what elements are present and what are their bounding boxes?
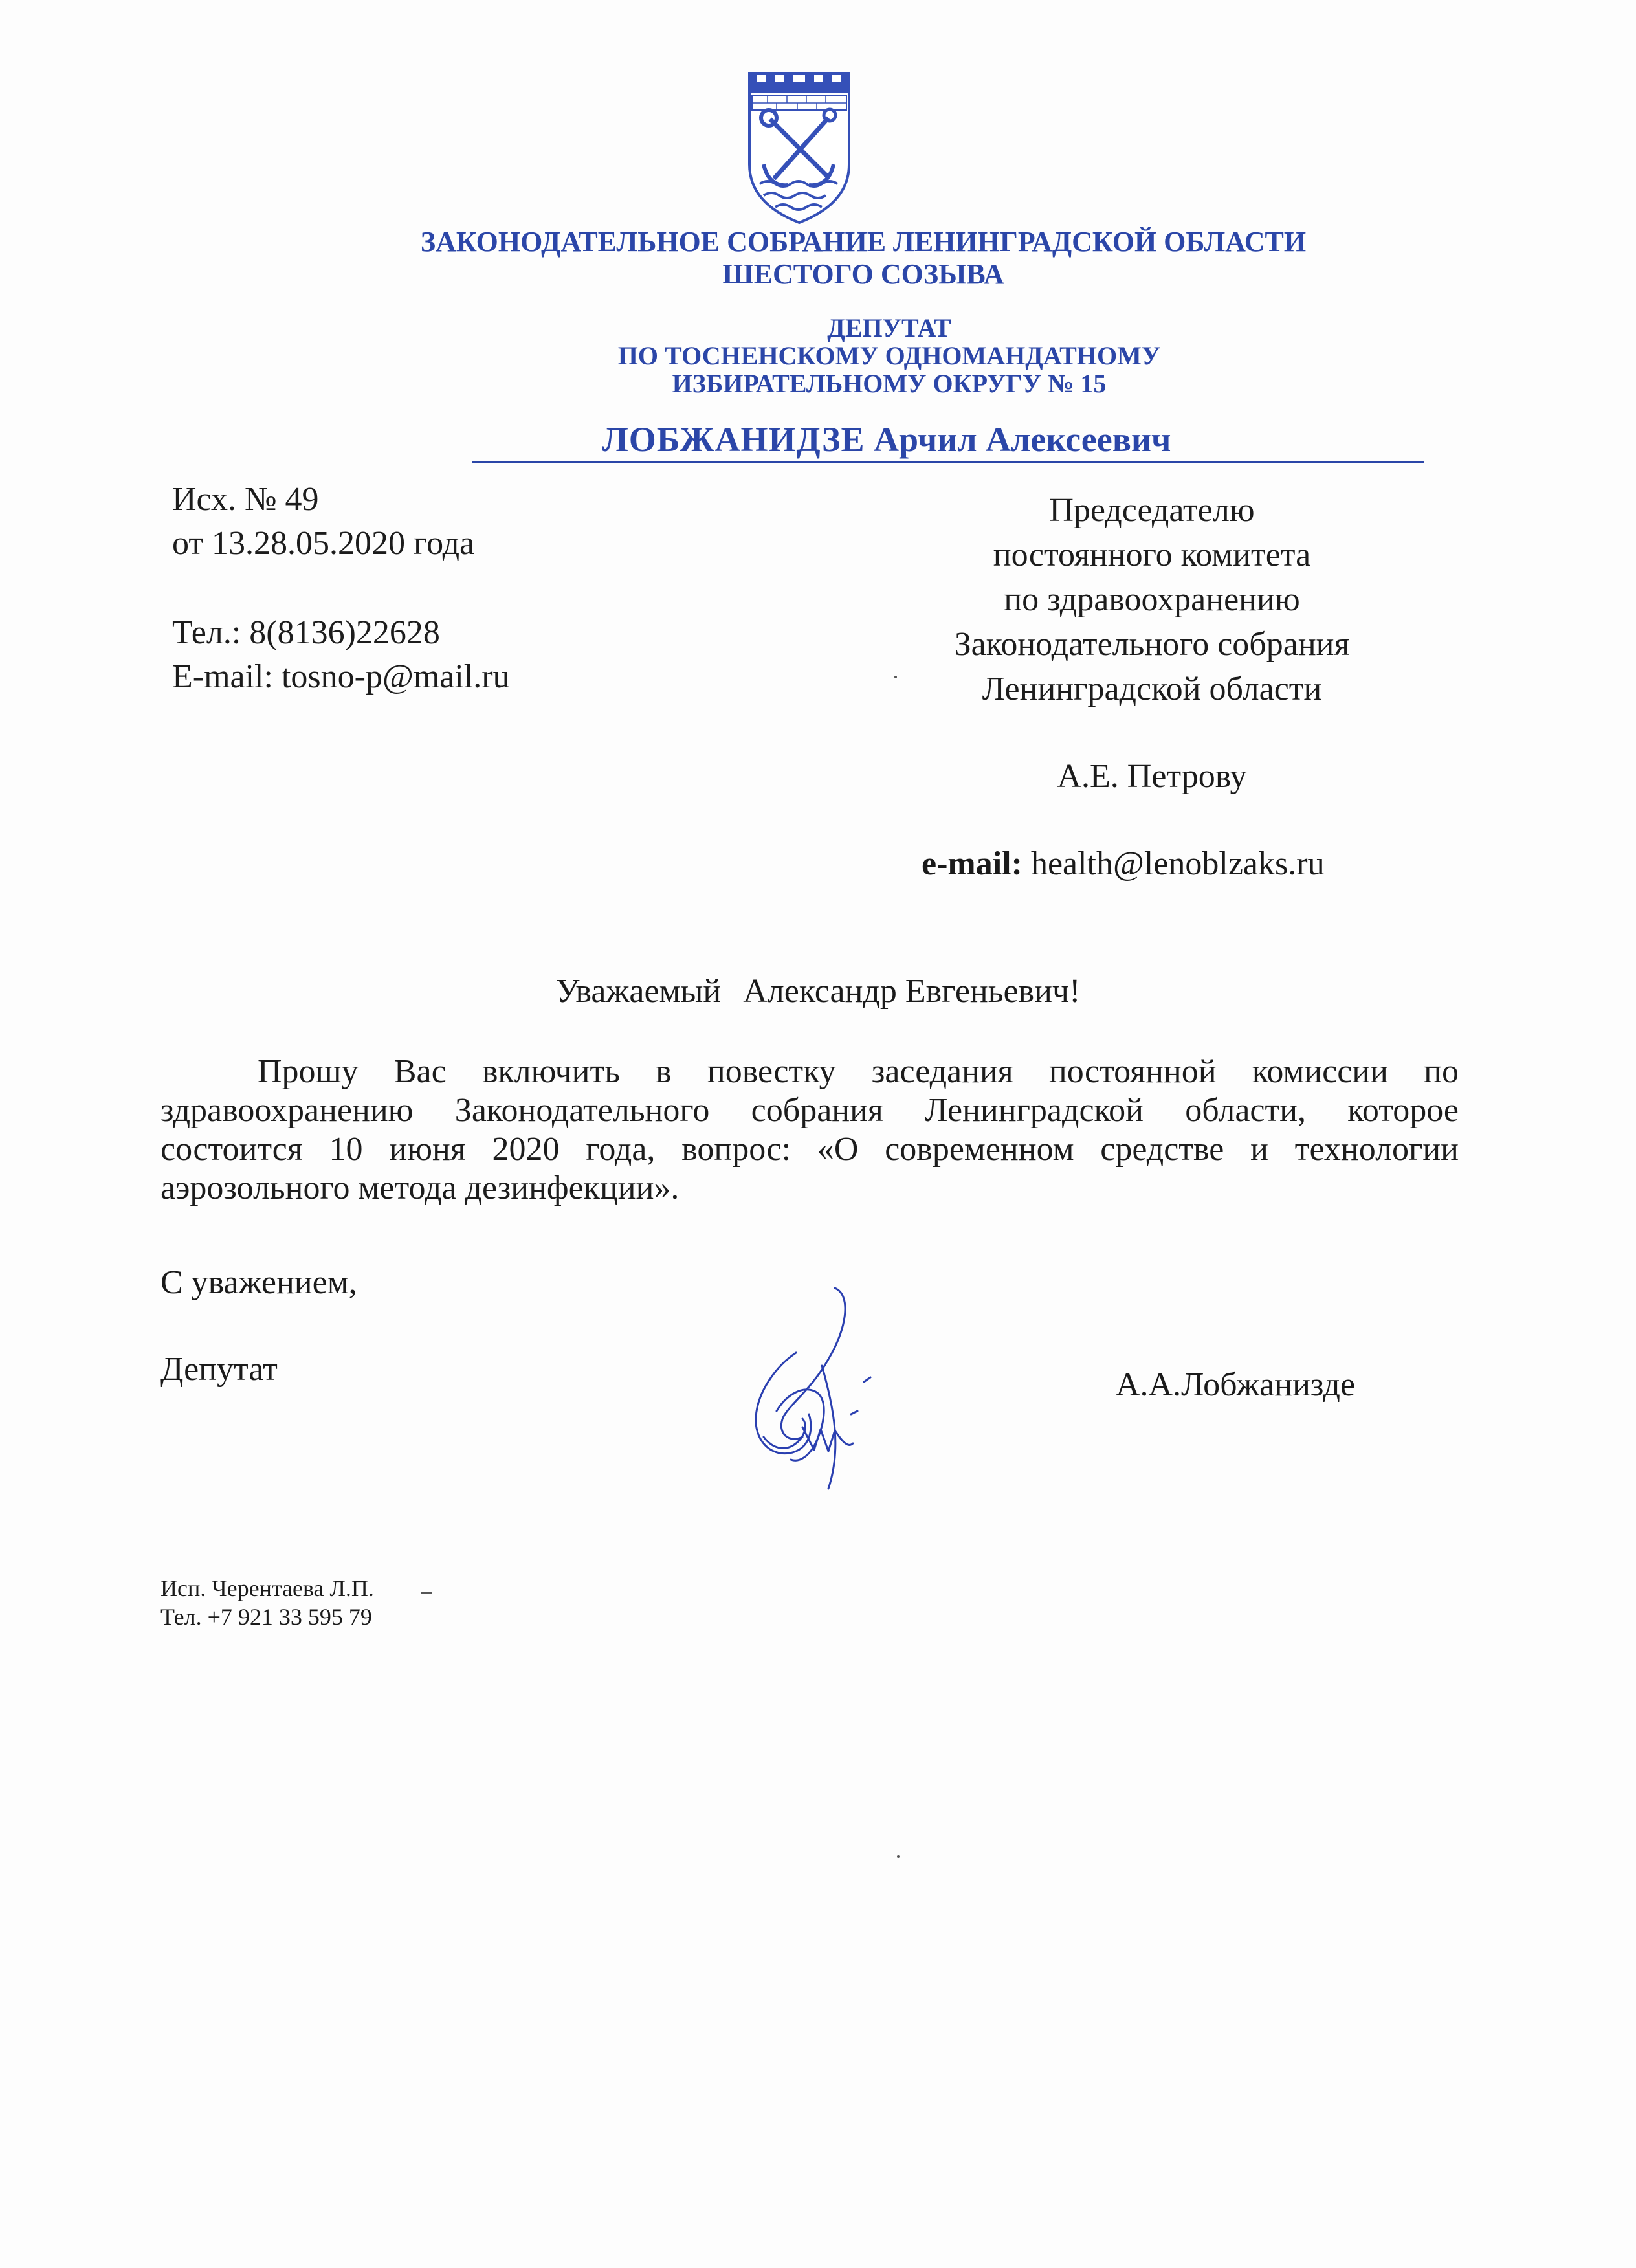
deputy-title-line2: ПО ТОСНЕНСКОМУ ОДНОМАНДАТНОМУ [617,341,1161,370]
executor-phone: Тел. +7 921 33 595 79 [160,1604,372,1630]
addressee-line: по здравоохранению [1004,581,1300,618]
deputy-surname: ЛОБЖАНИДЗЕ [602,420,865,459]
outgoing-number: Исх. № 49 [172,481,319,518]
salutation-word: Уважаемый [555,973,722,1010]
deputy-name [69,419,1636,460]
org-name-line1: ЗАКОНОДАТЕЛЬНОЕ СОБРАНИЕ ЛЕНИНГРАДСКОЙ ОБЛАСТИ [420,226,1307,258]
header-divider [472,461,1424,463]
org-name-line2: ШЕСТОГО СОЗЫВА [722,258,1004,290]
salutation-name: Александр Евгеньевич! [743,973,1081,1010]
scan-speck [421,1592,432,1594]
addressee-email-value: health@lenoblzaks.ru [1030,845,1325,882]
paragraph-line: здравоохранению Законодательного собрания Ленинградской области, которое [160,1092,1459,1129]
addressee-name: А.Е. Петрову [1057,758,1247,795]
handwritten-signature [738,1282,893,1502]
addressee-email [922,843,1325,885]
outgoing-date: от 13.28.05.2020 года [172,525,475,562]
deputy-given-name: Арчил Алексеевич [874,420,1171,459]
sender-email: E-mail: tosno-p@mail.ru [172,658,510,695]
deputy-title-line1: ДЕПУТАТ [827,313,951,342]
signer-name: А.А.Лобжанизде [1116,1366,1356,1403]
addressee-line: Ленинградской области [982,671,1322,707]
paragraph-line: Прошу Вас включить в повестку заседания постоянной комиссии по [258,1053,1459,1090]
addressee-email-label: e-mail: [922,845,1022,882]
signer-position: Депутат [160,1351,278,1388]
coat-of-arms-icon [738,67,861,229]
addressee-line: постоянного комитета [993,537,1311,573]
addressee-line: Законодательного собрания [954,626,1350,663]
letter-body-paragraph [160,1052,1459,1208]
scan-speck [897,1855,900,1858]
salutation [0,971,1636,1012]
executor-name: Исп. Черентаева Л.П. [160,1575,374,1601]
closing-phrase: С уважением, [160,1264,357,1301]
paragraph-line: состоится 10 июня 2020 года, вопрос: «О современном средстве и технологии [160,1131,1459,1168]
addressee-block [893,488,1411,711]
scan-speck [894,676,897,678]
paragraph-line: аэрозольного метода дезинфекции». [160,1170,680,1206]
sender-phone: Тел.: 8(8136)22628 [172,614,440,651]
addressee-line: Председателю [1049,492,1255,529]
deputy-title-line3: ИЗБИРАТЕЛЬНОМУ ОКРУГУ № 15 [672,369,1107,398]
